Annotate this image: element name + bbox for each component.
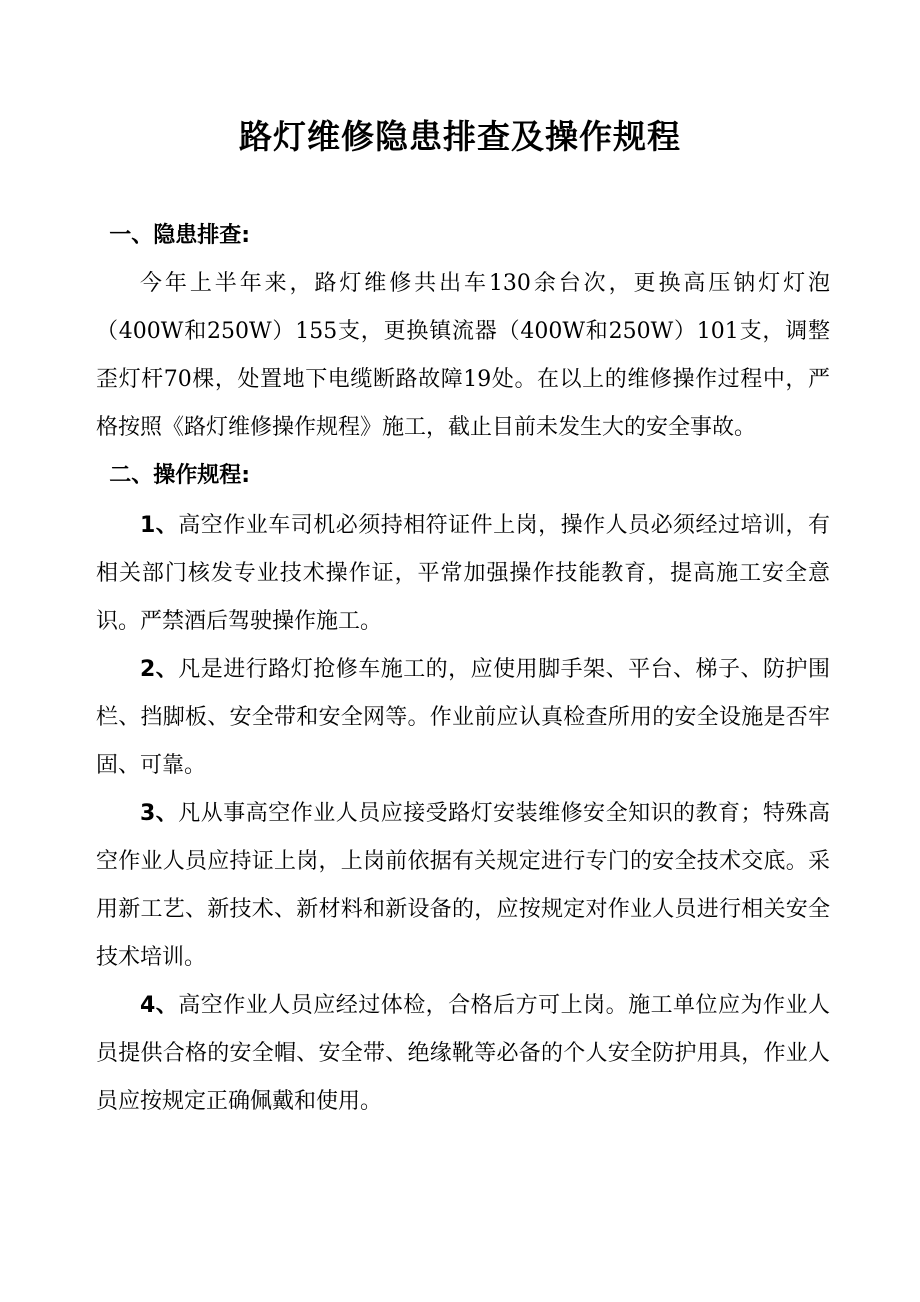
procedure-item-text: 凡从事高空作业人员应接受路灯安装维修安全知识的教育；特殊高空作业人员应持证上岗，上岗前依据有关规定进行专门的安全技术交底。采用新工艺、新技术、新材料和新设备的，应按规定对作业人员进行相关安全技术培训。 xyxy=(96,801,830,970)
procedure-item-1 xyxy=(96,502,830,646)
hazard-check-paragraph: 今年上半年来，路灯维修共出车130余台次，更换高压钠灯灯泡（400W和250W）155支，更换镇流器（400W和250W）101支，调整歪灯杆70棵，处置地下电缆断路故障19处。在以上的维修操作过程中，严格按照《路灯维修操作规程》施工，截止目前未发生大的安全事故。 xyxy=(96,271,830,440)
section-heading-hazard-check: 一、隐患排查: xyxy=(109,223,250,248)
procedure-item-2 xyxy=(96,646,830,790)
procedure-item-3 xyxy=(96,790,830,982)
procedure-item-4 xyxy=(96,982,830,1126)
document-title: 路灯维修隐患排查及操作规程 xyxy=(239,117,681,156)
procedure-item-text: 凡是进行路灯抢修车施工的，应使用脚手架、平台、梯子、防护围栏、挡脚板、安全带和安全网等。作业前应认真检查所用的安全设施是否牢固、可靠。 xyxy=(96,657,830,778)
procedure-item-number: 2、 xyxy=(140,657,179,682)
procedure-item-number: 1、 xyxy=(140,513,179,538)
section-heading-procedures: 二、操作规程: xyxy=(109,463,250,488)
procedure-item-number: 4、 xyxy=(140,993,179,1018)
procedure-item-number: 3、 xyxy=(140,801,179,826)
procedure-item-text: 高空作业人员应经过体检，合格后方可上岗。施工单位应为作业人员提供合格的安全帽、安全带、绝缘靴等必备的个人安全防护用具，作业人员应按规定正确佩戴和使用。 xyxy=(96,993,830,1114)
procedure-item-text: 高空作业车司机必须持相符证件上岗，操作人员必须经过培训，有相关部门核发专业技术操作证，平常加强操作技能教育，提高施工安全意识。严禁酒后驾驶操作施工。 xyxy=(96,513,830,634)
